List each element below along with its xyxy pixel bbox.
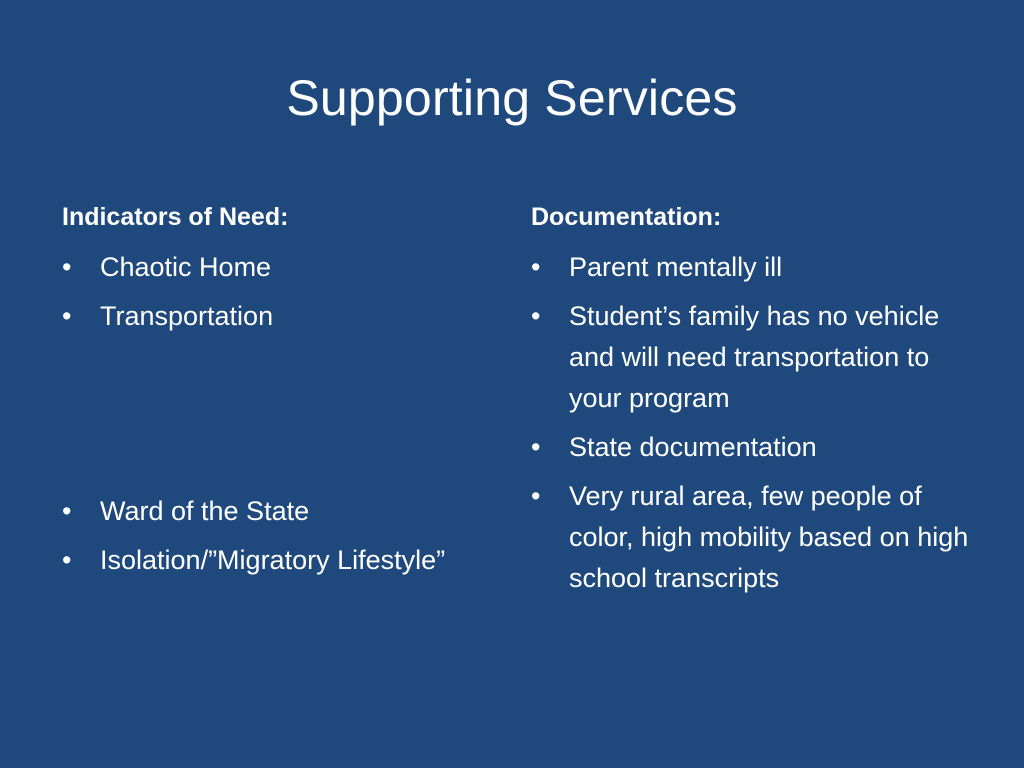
left-column	[62, 197, 462, 589]
list-item-text: State documentation	[569, 432, 817, 462]
bullet-icon: •	[531, 252, 541, 282]
slide-title: Supporting Services	[286, 70, 738, 126]
list-item-text: Isolation/”Migratory Lifestyle”	[100, 545, 446, 575]
list-item	[62, 296, 462, 337]
left-list-bottom	[62, 491, 462, 581]
list-item	[62, 247, 462, 288]
list-spacer	[62, 345, 462, 491]
list-item	[531, 296, 981, 419]
bullet-icon: •	[62, 545, 72, 575]
bullet-icon: •	[531, 301, 541, 331]
right-heading: Documentation:	[531, 203, 722, 231]
list-item-text: Ward of the State	[100, 496, 310, 526]
left-list-top	[62, 247, 462, 337]
list-item-text: Chaotic Home	[100, 252, 272, 282]
list-item-text: Very rural area, few people of color, high mobility based on high school transcripts	[569, 481, 969, 593]
list-item-text: Student’s family has no vehicle and will need transportation to your program	[569, 301, 940, 413]
list-item	[62, 540, 462, 581]
right-column	[531, 197, 981, 607]
list-item	[531, 247, 981, 288]
list-item	[531, 427, 981, 468]
bullet-icon: •	[62, 301, 72, 331]
list-item	[531, 476, 981, 599]
bullet-icon: •	[62, 496, 72, 526]
left-heading: Indicators of Need:	[62, 203, 289, 231]
right-list	[531, 247, 981, 599]
list-item-text: Parent mentally ill	[569, 252, 783, 282]
bullet-icon: •	[62, 252, 72, 282]
list-item	[62, 491, 462, 532]
bullet-icon: •	[531, 481, 541, 511]
bullet-icon: •	[531, 432, 541, 462]
list-item-text: Transportation	[100, 301, 274, 331]
